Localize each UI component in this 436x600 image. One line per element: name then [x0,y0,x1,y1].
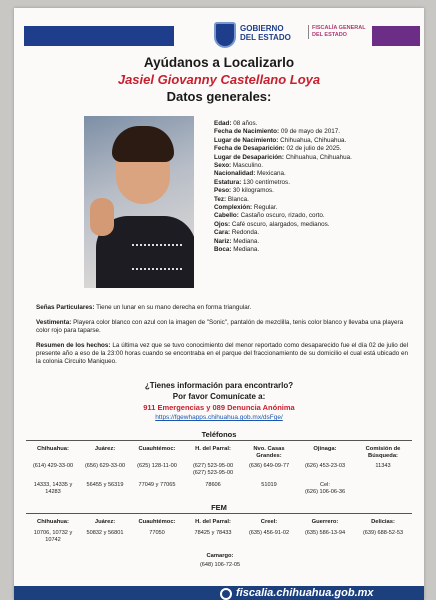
fact-value: 30 kilogramos. [232,187,274,195]
fact-label: Nariz: [214,237,232,245]
telefonos-phone-cell: 14333, 14335 y 14283 [33,482,73,495]
fact-value: Redonda. [231,229,260,237]
telefonos-phone-cell: 56455 y 56319 [86,482,124,488]
fact-row [214,196,420,204]
fem-city-header: H. del Parral: [195,519,231,525]
telefonos-divider [26,440,412,441]
telefonos-phone-cell: 77049 y 77065 [138,482,176,488]
fem-title: FEM [211,503,227,512]
telefonos-city-header: Cuauhtémoc: [138,446,176,452]
fact-row [214,187,420,195]
fact-value: Mediana. [233,246,260,254]
fact-row [214,212,420,220]
fact-row [214,238,420,246]
fact-value: Mexicana. [257,170,286,178]
telefonos-phone-cell: (656) 629-33-00 [84,463,126,469]
fact-value: 02 de julio de 2025. [286,145,342,153]
header [14,18,424,54]
fem-phone-cell: (639) 688-52-53 [362,530,404,536]
telefonos-phone-cell: (625) 128-11-00 [137,463,177,469]
contact-prompt: Por favor Comunícate a: [172,392,266,401]
fact-label: Estatura: [214,178,242,186]
fact-row [214,120,420,128]
telefonos-city-header: Nvo. Casas Grandes: [253,446,285,459]
fact-label: Peso: [214,187,232,195]
fact-row [214,128,420,136]
fem-phone-cell: 77050 [149,530,165,536]
fact-value: 130 centímetros. [243,178,290,186]
general-data-list [214,120,420,255]
fem-divider [26,513,412,514]
flyer-title: Ayúdanos a Localizarlo [143,55,295,70]
fem-city-header: Creel: [260,519,278,525]
person-name: Jasiel Giovanny Castellano Loya [117,72,321,87]
incident-summary: Resumen de los hechos: La última vez que se tuvo conocimiento del menor reportado como desaparecido fue el día 02 de julio del presente año a eso de la 23:00 horas cuando se encontraba en el parque del fraccionamiento de su domicilio el cual está ubicado en la colonia Circuito Maniqueo. [36,342,409,366]
fact-label: Sexo: [214,162,232,170]
fem-city-header: Juárez: [94,519,116,525]
fem-city-header: Delicias: [371,519,395,525]
fact-row [214,179,420,187]
fact-value: Blanca. [227,195,249,203]
fact-label: Fecha de Desaparición: [214,145,285,153]
fact-value: 08 años. [233,120,258,127]
missing-person-flyer [14,8,424,600]
fact-row [214,145,420,153]
fact-row [214,154,420,162]
fem-phone-cell: 78425 y 78433 [194,530,232,536]
telefonos-phone-cell: Cel: (626) 106-06-36 [304,482,346,495]
fem-phone-cell: (635) 456-91-02 [248,530,290,536]
telefonos-phone-cell: (636) 649-09-77 [248,463,290,469]
fact-label: Lugar de Desaparición: [214,153,284,161]
state-seal-icon [214,22,236,48]
fact-row [214,204,420,212]
web-icon [220,588,232,600]
fact-label: Fecha de Nacimiento: [214,128,280,136]
telefonos-city-header: H. del Parral: [195,446,231,452]
fact-row [214,137,420,145]
fact-value: Regular. [253,204,278,212]
thumbs-up-icon [90,198,114,236]
fact-label: Tez: [214,195,227,203]
header-purple-stripe [372,26,420,46]
fact-label: Cara: [214,229,231,237]
fact-label: Nacionalidad: [214,170,256,178]
telefonos-phone-cell: (626) 453-23-03 [304,463,346,469]
telefonos-phone-cell: (614) 429-33-00 [32,463,74,469]
header-blue-stripe [24,26,174,46]
report-link[interactable]: https://fgewhapps.chihuahua.gob.mx/dsFge/ [155,414,283,421]
telefonos-title: Teléfonos [201,430,237,439]
fact-label: Cabello: [214,212,239,220]
footer-site[interactable]: fiscalia.chihuahua.gob.mx [236,587,374,599]
telefonos-phone-cell: (627) 523-95-00 (627) 523-95-00 [192,463,234,476]
fiscalia-logo-text: FISCALÍA GENERAL DEL ESTADO [308,25,366,39]
telefonos-city-header: Chihuahua: [37,446,69,452]
fact-row [214,162,420,170]
fact-value: 09 de mayo de 2017. [280,128,341,136]
telefonos-city-header: Ojinaga: [313,446,337,452]
fact-label: Lugar de Nacimiento: [214,136,279,144]
fact-value: Café oscuro, alargados, medianos. [231,220,330,228]
fact-value: Chihuahua, Chihuahua. [280,136,347,144]
camargo-phone: (648) 106-72-05 [199,562,241,568]
section-subtitle: Datos generales: [166,89,272,104]
fact-value: Castaño oscuro, rizado, corto. [240,212,325,220]
telefonos-phone-cell: 78606 [205,482,221,488]
fact-row [214,170,420,178]
fact-row [214,246,420,254]
fact-row [214,221,420,229]
gobierno-logo-text: GOBIERNO DEL ESTADO [240,24,291,42]
telefonos-city-header: Juárez: [94,446,116,452]
person-photo [84,116,194,288]
telefonos-phone-cell: 51019 [261,482,277,488]
distinctive-marks: Señas Particulares: Tiene un lunar en su mano derecha en forma triangular. [36,304,252,311]
fact-value: Chihuahua, Chihuahua. [285,153,352,161]
telefonos-phone-cell: 11343 [375,463,391,469]
clothing-description: Vestimenta: Playera color blanco con azul con la imagen de "Sonic", pantalón de mezclilla, tenis color blanco y llevaba una playera color rojo para taparse. [36,319,404,335]
emergency-numbers: 911 Emergencias y 089 Denuncia Anónima [143,403,295,412]
fem-city-header: Cuauhtémoc: [138,519,176,525]
fem-city-header: Chihuahua: [37,519,69,525]
telefonos-city-header: Comisión de Búsqueda: [365,446,401,459]
camargo-label: Camargo: [206,553,234,559]
fact-value: Masculino. [232,162,264,170]
fact-label: Complexión: [214,204,253,212]
fact-row [214,229,420,237]
fact-value: Mediana. [233,237,260,245]
info-question: ¿Tienes información para encontrarlo? [144,381,294,390]
fact-label: Ojos: [214,220,231,228]
fem-phone-cell: 50832 y 56801 [86,530,124,536]
fact-label: Edad: [214,120,232,127]
fem-phone-cell: (635) 586-13-94 [304,530,346,536]
fem-city-header: Guerrero: [311,519,339,525]
fem-phone-cell: 10706, 10732 y 10742 [33,530,73,543]
fact-label: Boca: [214,246,232,254]
